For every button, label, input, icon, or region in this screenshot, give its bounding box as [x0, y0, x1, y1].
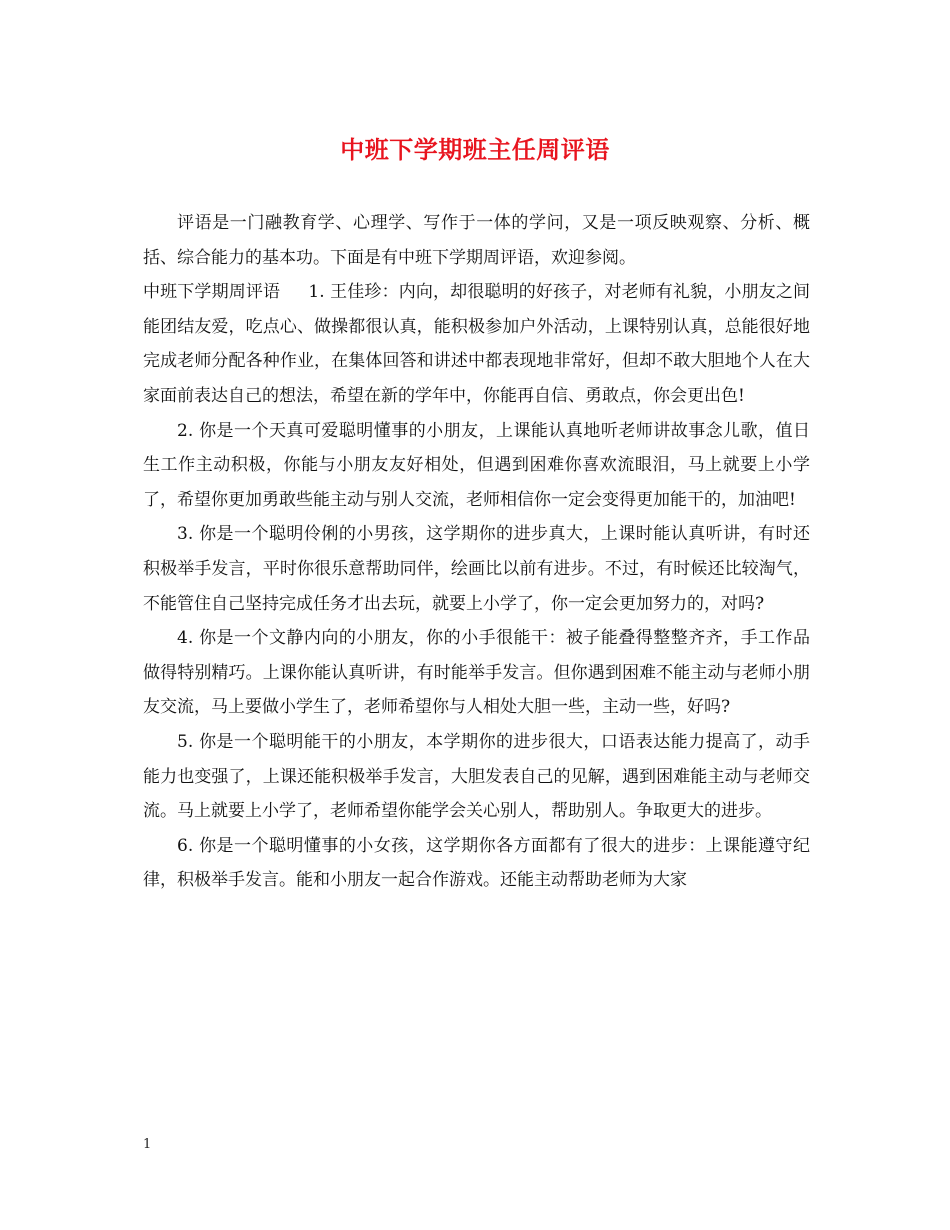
paragraph-3: 3. 你是一个聪明伶俐的小男孩，这学期你的进步真大，上课时能认真听讲，有时还积极举手发言，平时你很乐意帮助同伴，绘画比以前有进步。不过，有时候还比较淘气，不能管住自己坚持完成任务才出去玩，就要上小学了，你一定会更加努力的，对吗?: [143, 524, 810, 614]
paragraph-2: 2. 你是一个天真可爱聪明懂事的小朋友，上课能认真地听老师讲故事念儿歌，值日生工作主动积极，你能与小朋友友好相处，但遇到困难你喜欢流眼泪，马上就要上小学了，希望你更加勇敢些能主动与别人交流，老师相信你一定会变得更加能干的，加油吧!: [143, 420, 810, 510]
document-body: [143, 206, 810, 898]
paragraph-4: 4. 你是一个文静内向的小朋友，你的小手很能干：被子能叠得整整齐齐，手工作品做得特别精巧。上课你能认真听讲，有时能举手发言。但你遇到困难不能主动与老师小朋友交流，马上要做小学生了，老师希望你与人相处大胆一些，主动一些，好吗?: [143, 628, 810, 718]
page-number: 1: [143, 1137, 152, 1152]
intro-paragraph: 评语是一门融教育学、心理学、写作于一体的学问，又是一项反映观察、分析、概括、综合能力的基本功。下面是有中班下学期周评语，欢迎参阅。: [143, 213, 810, 268]
paragraph-1: 中班下学期周评语 1. 王佳珍：内向，却很聪明的好孩子，对老师有礼貌，小朋友之间能团结友爱，吃点心、做操都很认真，能积极参加户外活动，上课特别认真，总能很好地完成老师分配各种作业，在集体回答和讲述中都表现地非常好，但却不敢大胆地个人在大家面前表达自己的想法，希望在新的学年中，你能再自信、勇敢点，你会更出色!: [143, 282, 810, 406]
paragraph-5: 5. 你是一个聪明能干的小朋友，本学期你的进步很大，口语表达能力提高了，动手能力也变强了，上课还能积极举手发言，大胆发表自己的见解，遇到困难能主动与老师交流。马上就要上小学了，老师希望你能学会关心别人，帮助别人。争取更大的进步。: [143, 731, 810, 822]
document-title: 中班下学期班主任周评语: [340, 136, 610, 164]
paragraph-6: 6. 你是一个聪明懂事的小女孩，这学期你各方面都有了很大的进步：上课能遵守纪律，积极举手发言。能和小朋友一起合作游戏。还能主动帮助老师为大家: [143, 835, 810, 891]
